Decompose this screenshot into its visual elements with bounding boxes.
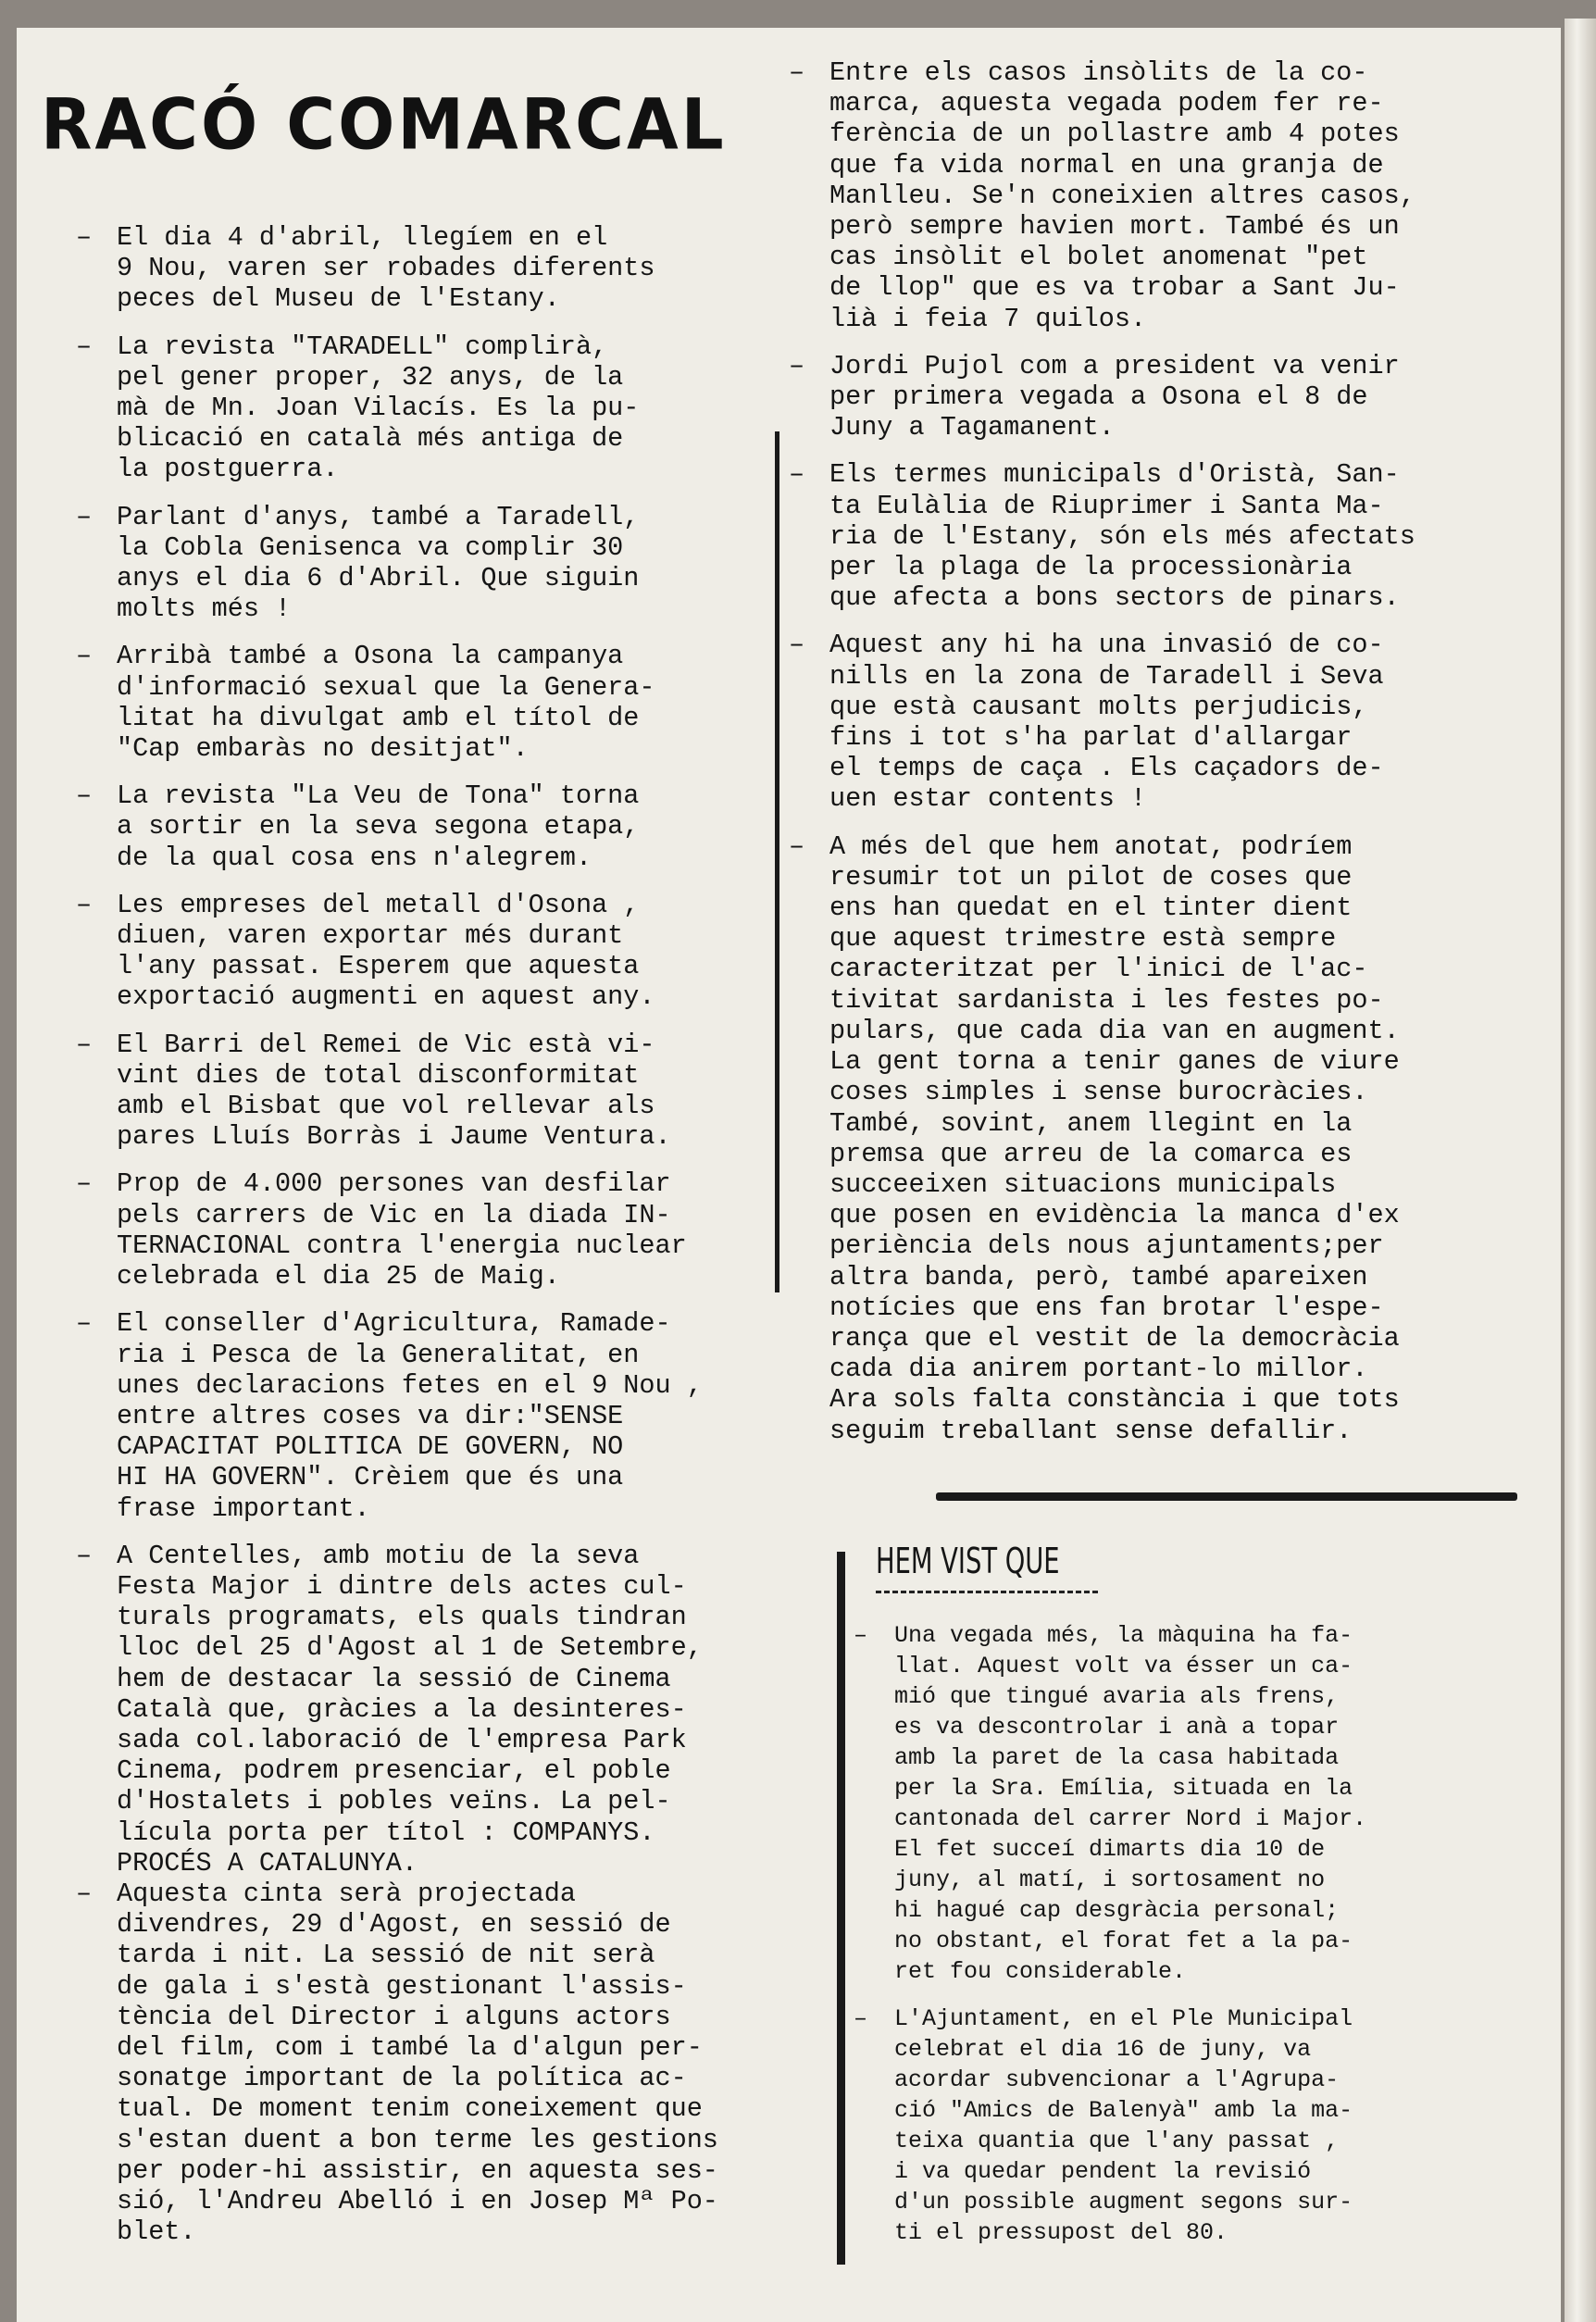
left-column: [65, 222, 824, 2247]
news-item: – L'Ajuntament, en el Ple Municipal celebrat el dia 16 de juny, va acordar subvencionar a l'Agrupa- ció "Amics de Balenyà" amb la ma- teixa quantia que l'any passat , i va quedar pendent la revisió d'un possible augment segons sur- ti el pressupost del 80.: [820, 2004, 1542, 2248]
news-item: – A més del que hem anotat, podríem resumir tot un pilot de coses que ens han quedat en el tinter dient que aquest trimestre està sempre caracteritzat per l'inici de l'ac- tivitat sardanista i les festes po- pulars, que cada dia van en augment. La gent torna a tenir ganes de viure coses simples i sense burocràcies. També, sovint, anem llegint en la premsa que arreu de la comarca es succeeixen situacions municipals que posen en evidència la manca d'ex periència dels nous ajuntaments;per altra banda, però, també apareixen notícies que ens fan brotar l'espe- rança que el vestit de la democràcia cada dia anirem portant-lo millor. Ara sols falta constància i que tots seguim treballant sense defallir.: [778, 831, 1537, 1446]
news-item: – Entre els casos insòlits de la co- marca, aquesta vegada podem fer re- ferència de un pollastre amb 4 potes que fa vida normal en una granja de Manlleu. Se'n coneixien altres casos, però sempre havien mort. També és un cas insòlit el bolet anomenat "pet de llop" que es va trobar a Sant Ju- lià i feia 7 quilos.: [778, 57, 1537, 334]
page-title: RACÓ COMARCAL: [41, 83, 727, 166]
section-title-underline: [876, 1591, 1098, 1597]
news-item: – Parlant d'anys, també a Taradell, la Cobla Genisenca va complir 30 anys el dia 6 d'Abril. Que siguin molts més !: [65, 502, 824, 625]
news-item: – A Centelles, amb motiu de la seva Festa Major i dintre dels actes cul- turals programats, els quals tindran lloc del 25 d'Agost al 1 de Setembre, hem de destacar la sessió de Cinema Català que, gràcies a la desinteres- sada col.laboració de l'empresa Park Cinema, podrem presenciar, el poble d'Hostalets i pobles veïns. La pel- lícula porta per títol : COMPANYS. PROCÉS A CATALUNYA.: [65, 1541, 824, 1879]
news-item: – El Barri del Remei de Vic està vi- vint dies de total disconformitat amb el Bisbat que vol rellevar als pares Lluís Borràs i Jaume Ventura.: [65, 1030, 824, 1153]
news-item-continuation: – Aquesta cinta serà projectada divendres, 29 d'Agost, en sessió de tarda i nit. La sessió de nit serà de gala i s'està gestionant l'assis- tència del Director i alguns actors del film, com i també la d'algun per- sonatge important de la política ac- tual. De moment tenim coneixement que s'estan duent a bon terme les gestions per poder-hi assistir, en aquesta ses- sió, l'Andreu Abelló i en Josep Mª Po- blet.: [65, 1879, 824, 2247]
section-title: HEM VIST QUE: [876, 1541, 1060, 1581]
news-item: – La revista "TARADELL" complirà, pel gener proper, 32 anys, de la mà de Mn. Joan Vilacís. Es la pu- blicació en català més antiga de la postguerra.: [65, 331, 824, 485]
news-item: – Aquest any hi ha una invasió de co- nills en la zona de Taradell i Seva que està causant molts perjudicis, fins i tot s'ha parlat d'allargar el temps de caça . Els caçadors de- uen estar contents !: [778, 630, 1537, 814]
news-item: – Jordi Pujol com a president va venir per primera vegada a Osona el 8 de Juny a Tagamanent.: [778, 351, 1537, 443]
news-item: – Arribà també a Osona la campanya d'informació sexual que la Genera- litat ha divulgat amb el títol de "Cap embaràs no desitjat".: [65, 641, 824, 764]
news-item: – El dia 4 d'abril, llegíem en el 9 Nou, varen ser robades diferents peces del Museu de l'Estany.: [65, 222, 824, 315]
news-item: – Una vegada més, la màquina ha fa- llat. Aquest volt va ésser un ca- mió que tingué avaria als frens, es va descontrolar i anà a topar amb la paret de la casa habitada per la Sra. Emília, situada en la cantonada del carrer Nord i Major. El fet succeí dimarts dia 10 de juny, al matí, i sortosament no hi hagué cap desgràcia personal; no obstant, el forat fet a la pa- ret fou considerable.: [820, 1620, 1542, 1987]
section-divider: [936, 1492, 1517, 1501]
news-item: – Prop de 4.000 persones van desfilar pels carrers de Vic en la diada IN- TERNACIONAL contra l'energia nuclear celebrada el dia 25 de Maig.: [65, 1168, 824, 1292]
page-edge: [1565, 19, 1596, 2322]
section-column: [820, 1620, 1542, 2265]
news-item: – Els termes municipals d'Oristà, San- ta Eulàlia de Riuprimer i Santa Ma- ria de l'Estany, són els més afectats per la plaga de la processionària que afecta a bons sectors de pinars.: [778, 459, 1537, 613]
news-item: – Les empreses del metall d'Osona , diuen, varen exportar més durant l'any passat. Esperem que aquesta exportació augmenti en aquest any.: [65, 890, 824, 1013]
right-column: [778, 57, 1537, 1463]
news-item: – La revista "La Veu de Tona" torna a sortir en la seva segona etapa, de la qual cosa ens n'alegrem.: [65, 780, 824, 873]
news-item: – El conseller d'Agricultura, Ramade- ria i Pesca de la Generalitat, en unes declaracions fetes en el 9 Nou , entre altres coses va dir:"SENSE CAPACITAT POLITICA DE GOVERN, NO HI HA GOVERN". Crèiem que és una frase important.: [65, 1308, 824, 1523]
